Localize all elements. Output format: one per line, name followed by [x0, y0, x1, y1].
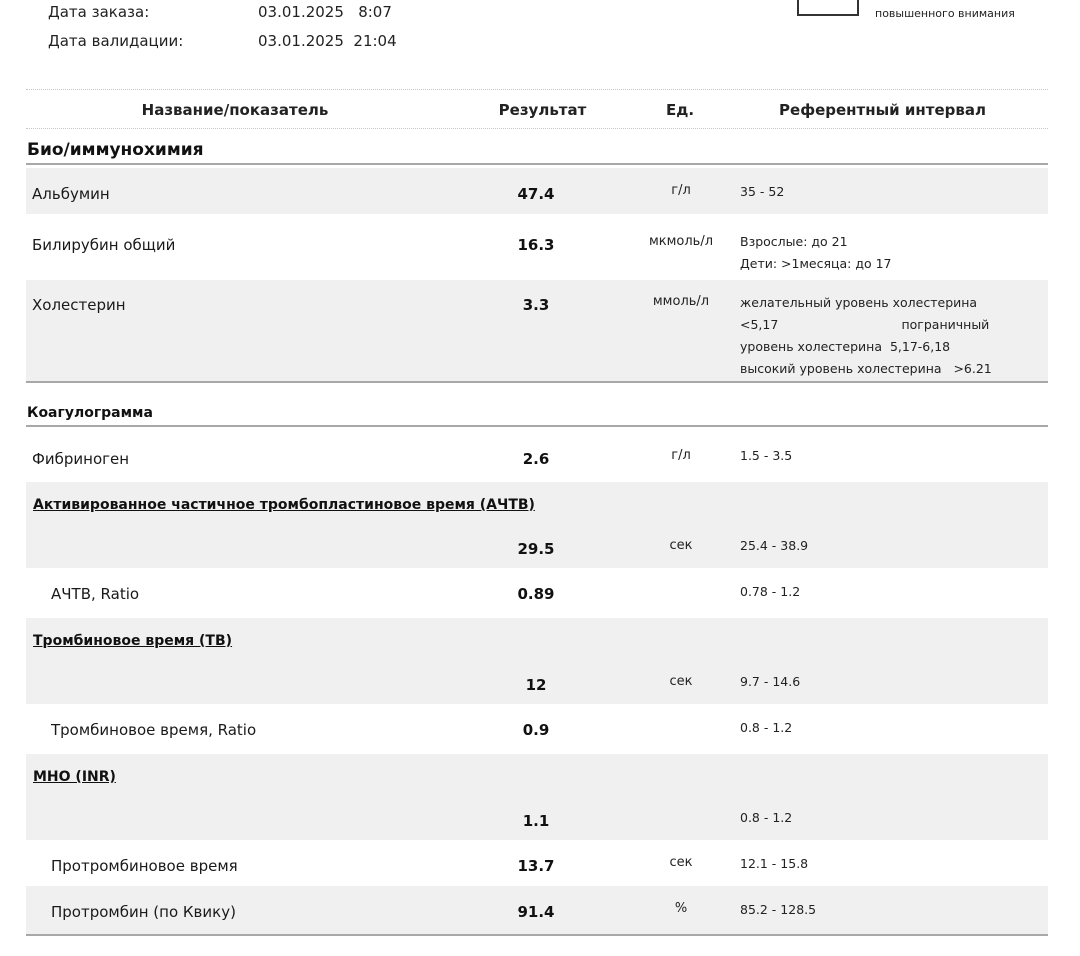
row-result: 12 [525, 676, 547, 694]
order-date-value: 03.01.2025 8:07 [258, 3, 392, 21]
row-unit: г/л [671, 183, 691, 198]
validation-date-label: Дата валидации: [48, 32, 184, 50]
group-header-aptt [26, 482, 1048, 568]
attention-checkbox [797, 0, 859, 16]
row-reference: желательный уровень холестерина <5,17 пограничный уровень холестерина 5,17-6,18 высокий уровень холестерина >6.21 [740, 295, 992, 376]
row-result: 13.7 [517, 857, 555, 875]
table-row-bilirubin [26, 214, 1048, 280]
section-divider [26, 381, 1048, 383]
row-name: АЧТВ, Ratio [51, 585, 140, 603]
validation-date-value: 03.01.2025 21:04 [258, 32, 397, 50]
order-date-label: Дата заказа: [48, 3, 150, 21]
row-reference: Взрослые: до 21 Дети: >1месяца: до 17 [740, 234, 892, 271]
row-reference: 12.1 - 15.8 [740, 856, 809, 871]
row-name: Фибриноген [32, 450, 130, 468]
row-result: 1.1 [522, 812, 550, 830]
row-reference: 35 - 52 [740, 184, 785, 199]
header-result: Результат [498, 101, 587, 119]
row-result: 16.3 [517, 236, 555, 254]
row-result: 2.6 [522, 450, 550, 468]
table-row-fibrinogen [26, 430, 1048, 482]
row-reference: 0.78 - 1.2 [740, 584, 801, 599]
attention-note: повышенного внимания [875, 7, 1015, 20]
row-reference: 1.5 - 3.5 [740, 448, 793, 463]
row-unit: ммоль/л [652, 294, 710, 309]
row-unit: мкмоль/л [648, 234, 714, 249]
group-title: Активированное частичное тромбопластиновое время (АЧТВ) [33, 497, 535, 513]
table-row-prothrombin-time [26, 840, 1048, 886]
section-title-biochemistry: Био/иммунохимия [27, 140, 204, 160]
header-bottom-divider [26, 128, 1048, 129]
group-title: МНО (INR) [33, 769, 116, 785]
row-reference: 0.8 - 1.2 [740, 810, 793, 825]
header-top-divider [26, 89, 1048, 90]
row-name: Билирубин общий [32, 236, 176, 254]
row-name: Протромбин (по Квику) [51, 903, 236, 921]
row-reference: 85.2 - 128.5 [740, 902, 817, 917]
table-row-thrombin-ratio [26, 704, 1048, 754]
table-row-prothrombin-quick [26, 886, 1048, 934]
row-reference: 9.7 - 14.6 [740, 674, 801, 689]
table-row-albumin [26, 168, 1048, 214]
row-result: 0.89 [517, 585, 555, 603]
row-unit: сек [669, 674, 693, 689]
header-unit: Ед. [665, 101, 695, 119]
group-header-thrombin-time [26, 618, 1048, 704]
section-divider [26, 163, 1048, 165]
section-divider [26, 425, 1048, 427]
header-reference: Референтный интервал [779, 101, 986, 119]
row-result: 91.4 [517, 903, 555, 921]
row-result: 47.4 [517, 185, 555, 203]
header-name: Название/показатель [141, 101, 329, 119]
row-unit: сек [669, 855, 693, 870]
row-unit: сек [669, 538, 693, 553]
row-name: Альбумин [32, 185, 110, 203]
group-title: Тромбиновое время (ТВ) [33, 633, 233, 649]
table-row-aptt-ratio [26, 568, 1048, 618]
table-bottom-divider [26, 934, 1048, 936]
row-unit: % [674, 901, 688, 916]
row-unit: г/л [671, 448, 691, 463]
section-title-coagulogram: Коагулограмма [27, 405, 153, 421]
row-name: Протромбиновое время [51, 857, 238, 875]
row-reference: 0.8 - 1.2 [740, 720, 793, 735]
row-result: 29.5 [517, 540, 555, 558]
table-row-cholesterol [26, 280, 1048, 381]
row-result: 0.9 [522, 721, 550, 739]
group-header-inr [26, 754, 1048, 840]
row-reference: 25.4 - 38.9 [740, 538, 809, 553]
row-name: Холестерин [32, 296, 126, 314]
row-name: Тромбиновое время, Ratio [51, 721, 257, 739]
row-result: 3.3 [522, 296, 550, 314]
